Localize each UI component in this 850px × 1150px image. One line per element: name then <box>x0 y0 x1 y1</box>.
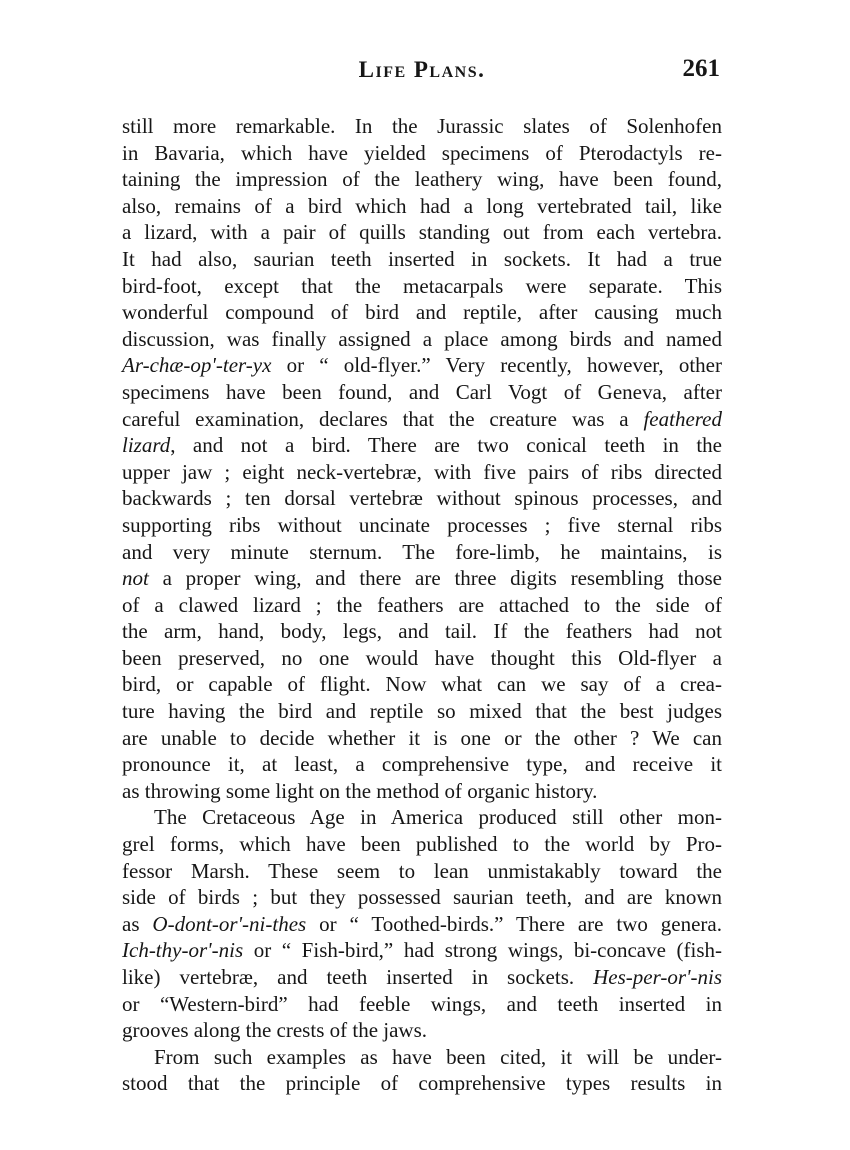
text-line: taining the impression of the leathery wing, have been found, <box>122 167 722 192</box>
text-line <box>122 911 722 938</box>
text-fragment: , and not a bird. There are two conical teeth in the <box>170 433 722 458</box>
text-fragment: a proper wing, and there are three digits resembling those <box>148 566 722 591</box>
text-line: still more remarkable. In the Jurassic slates of Solenhofen <box>122 114 722 138</box>
text-line: are unable to decide whether it is one or the other ? We can <box>122 725 722 750</box>
italic-term: lizard <box>122 433 171 458</box>
paragraph-1 <box>122 113 722 804</box>
text-line: upper jaw ; eight neck-vertebræ, with five pairs of ribs directed <box>122 459 722 484</box>
text-line: discussion, was finally assigned a place among birds and named <box>122 326 722 351</box>
text-fragment: or “ Toothed-birds.” There are two genera. <box>306 911 722 936</box>
italic-term: Hes-per-or'-nis <box>593 965 722 989</box>
running-title: Life Plans. <box>358 57 486 82</box>
text-line: in Bavaria, which have yielded specimens of Pterodactyls re- <box>122 140 722 165</box>
italic-term: O-dont-or'-ni-thes <box>152 911 307 936</box>
text-line: wonderful compound of bird and reptile, after causing much <box>122 300 722 325</box>
text-line: and very minute sternum. The fore-limb, he maintains, is <box>122 539 722 564</box>
text-line <box>122 432 722 459</box>
text-line: ture having the bird and reptile so mixed that the best judges <box>122 699 722 724</box>
text-fragment: or “ old-flyer.” Very recently, however, other <box>271 353 722 378</box>
text-line: stood that the principle of comprehensive types results in <box>122 1071 722 1096</box>
text-line <box>122 352 722 379</box>
text-line: the arm, hand, body, legs, and tail. If the feathers had not <box>122 619 722 644</box>
text-line: fessor Marsh. These seem to lean unmistakably toward the <box>122 858 722 883</box>
book-page <box>122 55 722 1097</box>
text-line: or “Western-bird” had feeble wings, and teeth inserted in <box>122 991 722 1016</box>
text-line <box>122 406 722 433</box>
text-line: been preserved, no one would have thought this Old-flyer a <box>122 645 722 670</box>
text-line: grel forms, which have been published to the world by Pro- <box>122 832 722 857</box>
text-line: a lizard, with a pair of quills standing out from each vertebra. <box>122 220 722 245</box>
text-line: of a clawed lizard ; the feathers are attached to the side of <box>122 592 722 617</box>
italic-term: Ar-chæ-op'-ter-yx <box>122 353 272 378</box>
text-line: also, remains of a bird which had a long vertebrated tail, like <box>122 193 722 218</box>
paragraph-3 <box>122 1044 722 1097</box>
text-line: bird-foot, except that the metacarpals were separate. This <box>122 273 722 298</box>
text-line <box>122 565 722 592</box>
text-line: From such examples as have been cited, it will be under- <box>154 1044 722 1069</box>
text-line: side of birds ; but they possessed saurian teeth, and are known <box>122 885 722 910</box>
page-number: 261 <box>682 55 720 82</box>
italic-term: Ich-thy-or'-nis <box>122 938 244 963</box>
text-line: specimens have been found, and Carl Vogt of Geneva, after <box>122 379 722 404</box>
text-fragment: like) vertebræ, and teeth inserted in sockets. <box>122 965 594 989</box>
text-line: as throwing some light on the method of organic history. <box>122 778 598 803</box>
text-line: pronounce it, at least, a comprehensive type, and receive it <box>122 752 722 777</box>
text-line: grooves along the crests of the jaws. <box>122 1018 428 1043</box>
text-line: supporting ribs without uncinate processes ; five sternal ribs <box>122 512 722 537</box>
text-fragment: careful examination, declares that the creature was a <box>122 406 644 431</box>
text-line <box>122 964 722 991</box>
text-line: bird, or capable of flight. Now what can we say of a crea- <box>122 672 722 697</box>
paragraph-2 <box>122 804 722 1043</box>
text-fragment: as <box>122 911 153 936</box>
text-line: The Cretaceous Age in America produced still other mon- <box>154 805 722 830</box>
text-line: It had also, saurian teeth inserted in sockets. It had a true <box>122 246 722 271</box>
text-line <box>122 937 722 964</box>
text-line: backwards ; ten dorsal vertebræ without spinous processes, and <box>122 486 722 511</box>
italic-term: feathered <box>643 406 722 431</box>
text-fragment: or “ Fish-bird,” had strong wings, bi-concave (fish- <box>243 938 722 963</box>
running-head <box>122 55 722 95</box>
italic-term: not <box>122 566 149 591</box>
